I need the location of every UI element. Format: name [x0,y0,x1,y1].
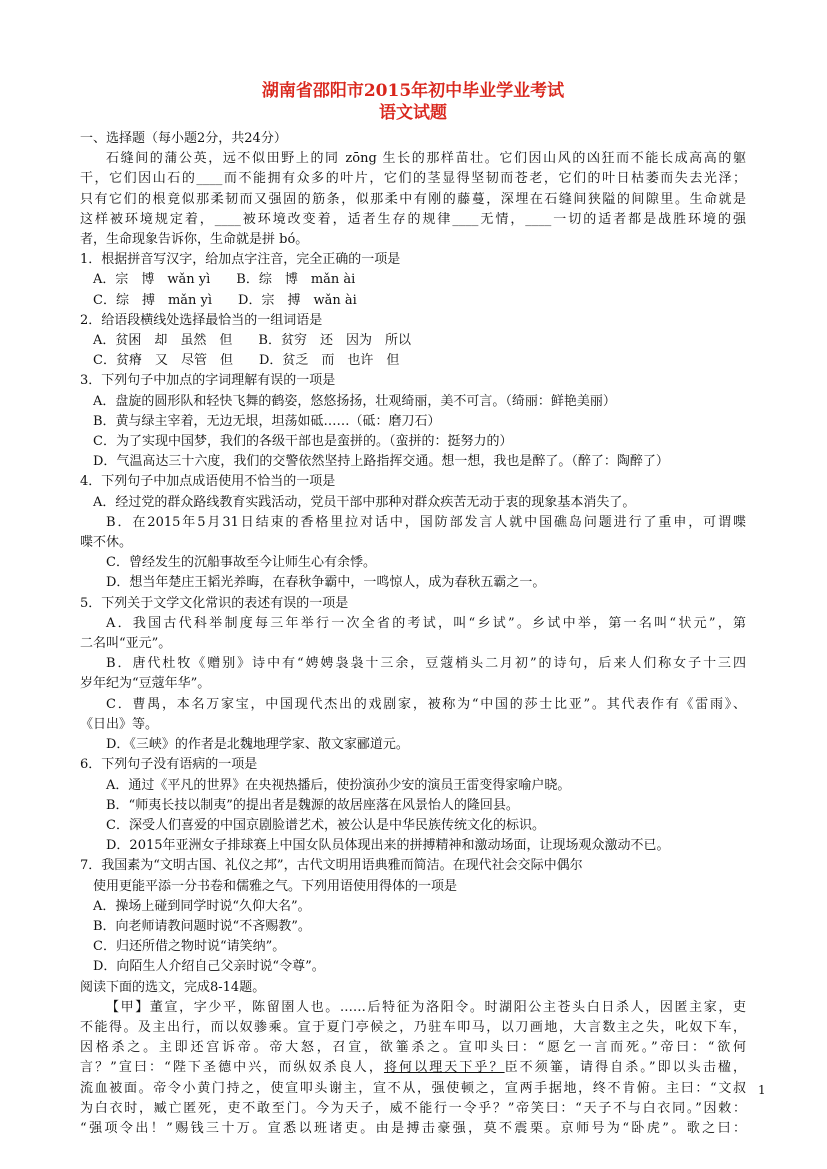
text-line: 不能得。及主出行，而以奴骖乘。宣于夏门亭候之，乃驻车叩马，以刀画地，大言数主之失，叱奴下车， [80,1019,746,1035]
text-line: 因格杀之。主即还宫诉帝。帝大怒，召宣，欲箠杀之。宣叩头曰：“愿乞一言而死。”帝曰：“欲何 [80,1040,746,1056]
text-line: A．通过《平凡的世界》在央视热播后，使扮演孙少安的演员王雷变得家喻户晓。 [106,777,571,793]
text-line: D．2015年亚洲女子排球赛上中国女队员体现出来的拼搏精神和激动场面，让现场观众激动不已。 [106,838,670,854]
text-line: 3．下列句子中加点的字词理解有误的一项是 [80,373,336,389]
text-line: 2．给语段横线处选择最恰当的一组词语是 [80,312,323,328]
text-line: 为白衣时，臧亡匿死，吏不敢至门。今为天子，威不能行一令乎？”帝笑曰：“天子不与白衣同。”因敕： [80,1100,746,1116]
exam-body [80,129,746,1139]
text-line: B．“师夷长技以制夷”的提出者是魏源的故居座落在风景怡人的隆回县。 [106,797,519,813]
text-line: A．经过党的群众路线教育实践活动，党员干部中那种对群众疾苦无动于衷的现象基本消失了。 [93,494,636,510]
text-line: 言？”宣曰：“陛下圣德中兴，而纵奴杀良人，将何以理天下乎？臣不须箠，请得自杀。”即以头击楹， [80,1060,746,1076]
text-line: 【甲】董宣，字少平，陈留圉人也。……后特征为洛阳令。时湖阳公主苍头白日杀人，因匿主家，吏 [106,999,746,1015]
text-line: A．我国古代科举制度每三年举行一次全省的考试，叫“乡试”。乡试中举，第一名叫“状元”，第 [106,615,746,631]
text-line: “强项令出！”赐钱三十万。宣悉以班诸吏。由是搏击豪强，莫不震栗。京师号为“卧虎”。歌之曰： [80,1120,746,1136]
text-line: D．想当年楚庄王韬光养晦，在春秋争霸中，一鸣惊人，成为春秋五霸之一。 [106,575,546,591]
text-line: 岁年纪为“豆蔻年华”。 [80,676,211,692]
text-line: 7．我国素为“文明古国、礼仪之邦”，古代文明用语典雅而简洁。在现代社会交际中偶尔 [80,858,583,874]
text-line: 者，生命现象告诉你，生命就是拼 bó。 [80,232,309,248]
exam-title: 湖南省邵阳市2015年初中毕业学业考试 [261,81,565,101]
text-line: A．盘旋的圆形队和轻快飞舞的鹤姿，悠悠扬扬，壮观绮丽，美不可言。（绮丽：鲜艳美丽） [93,393,616,409]
text-line: 只有它们的根竟似那柔韧而又强固的筋条，似那柔中有刚的藤蔓，深埋在石缝间狭隘的间隙里。生命就是 [80,191,746,207]
text-line: C．贫瘠 又 尽管 但 D．贫乏 而 也许 但 [93,353,400,369]
exam-subtitle: 语文试题 [379,103,447,123]
text-line: 二名叫“亚元”。 [80,636,172,652]
text-line: B．向老师请教问题时说“不吝赐教”。 [93,918,311,934]
text-line: 一、选择题（每小题2分，共24分） [80,131,287,146]
text-line: 这样被环境规定着，____被环境改变着，适者生存的规律____无情，____一切的适者都是战胜环境的强 [80,211,746,227]
page-number: 1 [758,1083,766,1097]
text-line: C．曾经发生的沉船事故至今让师生心有余悸。 [106,555,376,571]
text-line: C．为了实现中国梦，我们的各级干部也是蛮拼的。（蛮拼的：挺努力的） [93,434,513,450]
text-line: A．贫困 却 虽然 但 B．贫穷 还 因为 所以 [93,333,411,349]
text-line: 4．下列句子中加点成语使用不恰当的一项是 [80,474,336,490]
text-line: 石缝间的蒲公英，远不似田野上的同 zōng 生长的那样苗壮。它们因山风的凶狂而不能长成高高的躯 [106,151,746,167]
text-line: 《日出》等。 [80,716,159,732]
text-line: B．唐代杜牧《赠别》诗中有“娉娉袅袅十三余，豆蔻梢头二月初”的诗句，后来人们称女子十三四 [106,656,746,672]
underlined-sentence: 将何以理天下乎？ [383,1060,505,1076]
text-line: 1．根据拼音写汉字，给加点字注音，完全正确的一项是 [80,252,401,268]
text-line: D．气温高达三十六度，我们的交警依然坚持上路指挥交通。想一想，我也是醉了。（醉了：陶醉了） [93,454,669,470]
text-line: D．向陌生人介绍自己父亲时说“令尊”。 [93,959,325,975]
text-line: 阅读下面的选文，完成8-14题。 [80,979,266,995]
text-line: 使用更能平添一分书卷和儒雅之气。下列用语使用得体的一项是 [93,878,458,894]
text-line: C．归还所借之物时说“请笑纳”。 [93,939,286,955]
text-line: 喋不休。 [80,535,133,551]
text-line: A．宗 博 wǎn yì B．综 博 mǎn ài [93,272,356,288]
text-line: C．曹禺，本名万家宝，中国现代杰出的戏剧家，被称为“中国的莎士比亚”。其代表作有《雷雨》、 [106,696,746,712]
text-line: B．在2015年5月31日结束的香格里拉对话中，国防部发言人就中国礁岛问题进行了重申，可谓喋 [106,514,746,530]
text-line: 6．下列句子没有语病的一项是 [80,757,258,773]
exam-page [80,80,746,1139]
text-line: 流血被面。帝令小黄门持之，使宣叩头谢主，宣不从，强使顿之，宣两手据地，终不肯俯。主曰：“文叔 [80,1080,746,1096]
text-line: A．操场上碰到同学时说“久仰大名”。 [93,898,311,914]
text-line: 5．下列关于文学文化常识的表述有误的一项是 [80,595,349,611]
text-line: D．《三峡》的作者是北魏地理学家、散文家郦道元。 [106,737,409,753]
text-line: B．黄与绿主宰着，无边无垠，坦荡如砥……（砥：磨刀石） [93,413,441,429]
text-line: C．综 搏 mǎn yì D．宗 搏 wǎn ài [93,292,357,308]
text-line: C．深受人们喜爱的中国京剧脸谱艺术，被公认是中华民族传统文化的标识。 [106,817,545,833]
text-line: 干，它们因山石的____而不能拥有众多的叶片，它们的茎显得坚韧而苍老，它们的叶日枯萎而失去光泽； [80,171,746,187]
